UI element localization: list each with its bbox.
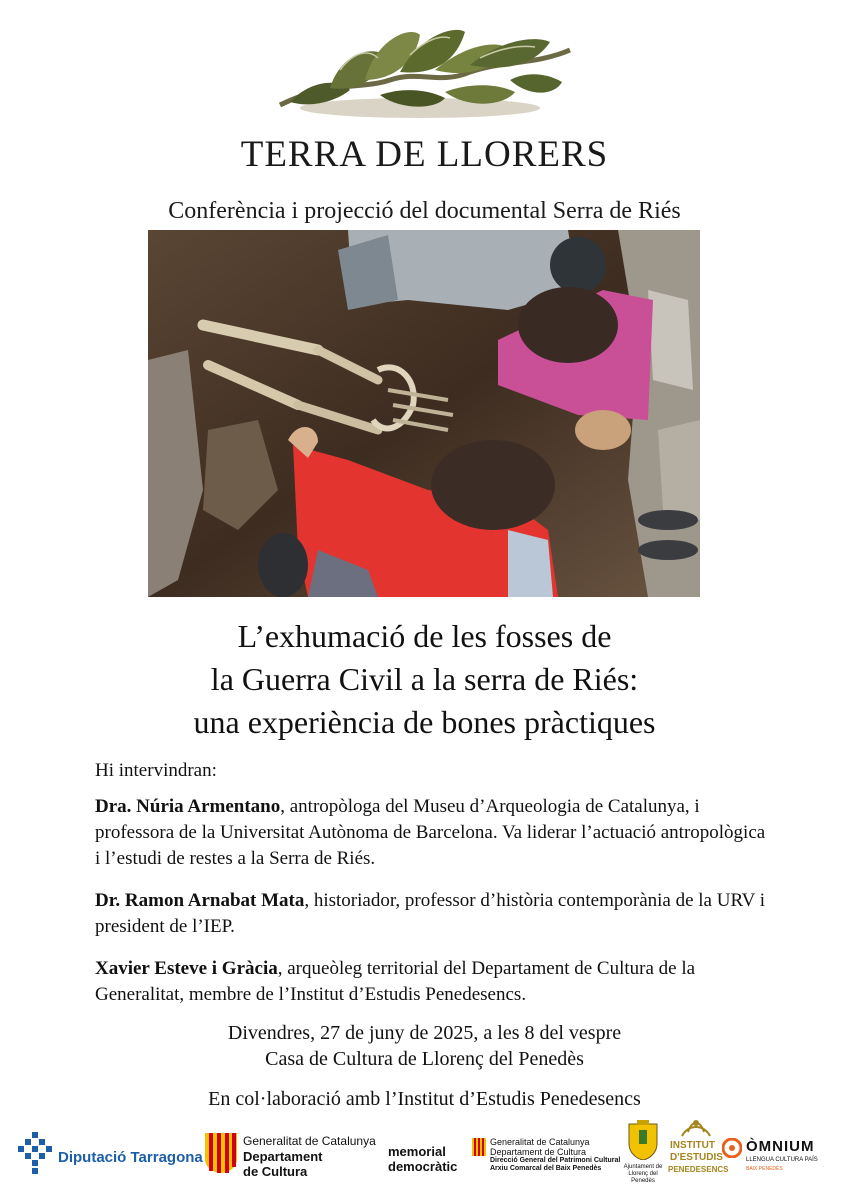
dgpc-line-1: Generalitat de Catalunya (490, 1137, 590, 1147)
headline-line-1: L’exhumació de les fosses de (237, 618, 612, 654)
headline-line-3: una experiència de bones pràctiques (193, 704, 656, 740)
speaker-1-name: Dra. Núria Armentano (95, 796, 281, 817)
omnium-line-1: ÒMNIUM (746, 1138, 815, 1155)
event-details (0, 1020, 849, 1072)
generalitat-line-1: Generalitat de Catalunya (243, 1134, 376, 1148)
event-place: Casa de Cultura de Llorenç del Penedès (265, 1048, 584, 1070)
speaker-3-desc: , arqueòleg territorial del Departament de Cultura de la Generalitat, membre de l’Institut d’Estudis Penedesencs. (95, 958, 696, 1005)
diputacio-name: Diputació Tarragona (58, 1149, 203, 1166)
memorial-line-2: democràtic (388, 1159, 458, 1174)
generalitat-line-2: Departament (243, 1149, 323, 1164)
iep-line-1: INSTITUT (670, 1140, 715, 1151)
iep-line-3: PENEDESENCS (668, 1165, 729, 1174)
generalitat-logo (205, 1118, 376, 1188)
senyera-small-icon (472, 1138, 486, 1156)
memorial-line-1: memorial (388, 1144, 446, 1159)
talk-headline (0, 615, 849, 744)
generalitat-line-3: de Cultura (243, 1164, 308, 1179)
memorial-democratic-logo (388, 1118, 466, 1188)
iep-line-2: D'ESTUDIS (670, 1152, 723, 1163)
event-date: Divendres, 27 de juny de 2025, a les 8 del vespre (227, 1022, 622, 1044)
sponsor-logos (0, 1118, 849, 1188)
speaker-3 (95, 956, 775, 1008)
dgpc-line-2: Departament de Cultura (490, 1147, 587, 1157)
excavation-photo-icon (148, 230, 700, 597)
speaker-1-desc: , antropòloga del Museu d’Arqueologia de Catalunya, i professora de la Universitat Autònoma de Barcelona. Va liderar l’actuació antropològica i l’estudi de restes a la Serra de Riés. (95, 796, 766, 869)
laurel-leaf-icon (270, 10, 580, 135)
omnium-logo (722, 1118, 832, 1188)
iep-logo (668, 1118, 729, 1188)
speaker-2-desc: , historiador, professor d’història contemporània de la URV i president de l’IEP. (95, 890, 766, 937)
diputacio-emblem-icon (18, 1132, 52, 1174)
headline-line-2: la Guerra Civil a la serra de Riés: (210, 661, 639, 697)
ajuntament-logo (617, 1118, 667, 1188)
speakers-intro: Hi intervindran: (95, 760, 217, 781)
omnium-line-3: BAIX PENEDÈS (746, 1166, 783, 1172)
speaker-1 (95, 794, 775, 872)
dgpc-line-3: Direcció General del Patrimoni Cultural (490, 1157, 621, 1164)
speaker-2-name: Dr. Ramon Arnabat Mata (95, 890, 305, 911)
town-shield-icon (627, 1120, 659, 1160)
iep-emblem-icon (680, 1118, 712, 1138)
omnium-line-2: LLENGUA CULTURA PAÍS (746, 1157, 818, 1163)
omnium-circle-icon (722, 1138, 742, 1158)
poster-title: TERRA DE LLORERS (240, 134, 609, 175)
patrimoni-cultural-logo (472, 1118, 621, 1188)
ajuntament-name: Ajuntament de Llorenç del Penedès (623, 1164, 663, 1184)
collaboration-note: En col·laboració amb l’Institut d’Estudis Penedesencs (208, 1088, 641, 1110)
dgpc-line-4: Arxiu Comarcal del Baix Penedès (490, 1165, 602, 1172)
speaker-3-name: Xavier Esteve i Gràcia (95, 958, 278, 979)
diputacio-logo (18, 1118, 203, 1188)
senyera-icon (205, 1133, 237, 1173)
speaker-2 (95, 888, 775, 940)
poster-subtitle: Conferència i projecció del documental Serra de Riés (168, 198, 681, 224)
